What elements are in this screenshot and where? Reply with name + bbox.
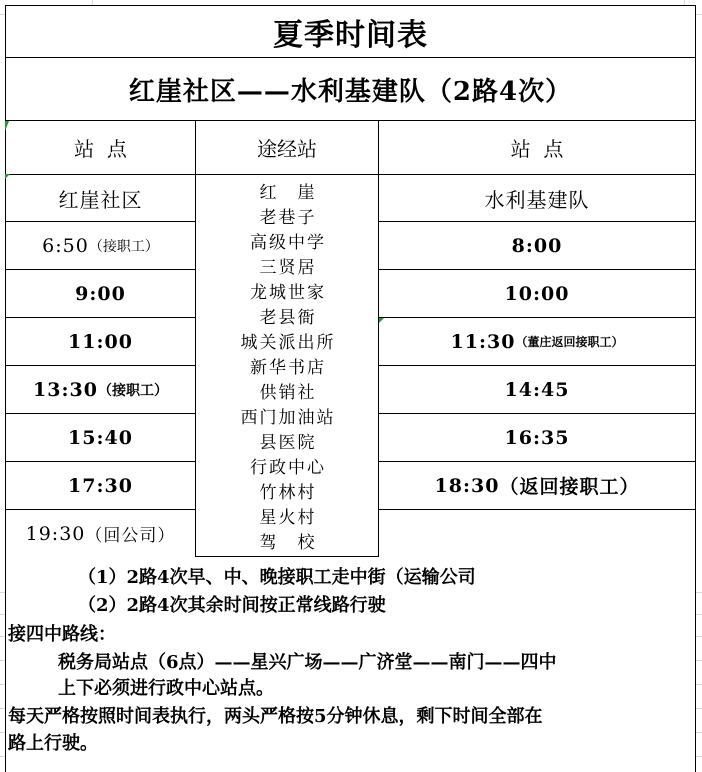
via-stop: 行政中心	[250, 458, 326, 478]
header-middle-cell[interactable]	[195, 120, 379, 175]
header-left: 站 点	[74, 137, 127, 161]
via-stop: 县医院	[259, 433, 317, 453]
via-stop: 老巷子	[259, 208, 317, 228]
note-line: 税务局站点（6点）——星兴广场——广济堂——南门——四中	[58, 652, 557, 673]
note-line: 上下必须进行政中心站点。	[58, 678, 274, 699]
left-time-row[interactable]	[5, 269, 196, 318]
note-line: 每天严格按照时间表执行，两头严格按5分钟休息，剩下时间全部在	[8, 706, 543, 727]
right-time-row[interactable]	[378, 221, 696, 270]
note-line: （1）2路4次早、中、晚接职工走中街（运输公司	[78, 567, 476, 588]
left-time-row[interactable]	[5, 509, 196, 558]
left-time-row[interactable]	[5, 221, 196, 270]
left-time-note: （接职工）	[97, 382, 168, 399]
right-station-cell[interactable]	[378, 174, 696, 222]
via-stop: 老县衙	[259, 308, 317, 328]
header-middle: 途经站	[257, 137, 317, 161]
via-stop: 红 崖	[259, 183, 317, 203]
via-stop: 竹林村	[259, 483, 317, 503]
via-stop: 城关派出所	[240, 333, 336, 353]
header-right-cell[interactable]	[378, 120, 696, 175]
right-time: 14:45	[504, 378, 570, 401]
via-stop: 供销社	[259, 383, 317, 403]
right-time-note: （董庄返回接职工）	[515, 335, 624, 349]
right-time-row[interactable]	[378, 365, 696, 414]
right-station: 水利基建队	[484, 187, 590, 212]
right-time-row[interactable]	[378, 461, 696, 510]
note-line: （2）2路4次其余时间按正常线路行驶	[78, 595, 386, 616]
note-line: 路上行驶。	[8, 733, 98, 754]
right-time-row-empty[interactable]	[378, 509, 696, 558]
via-stop: 西门加油站	[240, 408, 336, 428]
left-station-cell[interactable]	[5, 174, 196, 222]
right-time-note: （返回接职工）	[499, 476, 640, 498]
left-time: 11:00	[68, 330, 133, 353]
right-time-row[interactable]	[378, 317, 696, 366]
sheet-title-cell[interactable]	[5, 5, 696, 58]
left-time-row[interactable]	[5, 413, 196, 462]
left-time-note: （回公司）	[85, 526, 176, 546]
page-title: 夏季时间表	[273, 17, 428, 53]
notes-section[interactable]	[5, 557, 696, 772]
route-cell[interactable]	[5, 57, 696, 121]
left-time: 9:00	[75, 282, 126, 305]
left-time-row[interactable]	[5, 317, 196, 366]
route-title: 红崖社区——水利基建队（2路4次）	[128, 76, 573, 107]
right-time: 8:00	[511, 234, 563, 257]
header-right: 站 点	[510, 137, 564, 161]
right-time: 16:35	[504, 426, 570, 449]
left-time-note: （接职工）	[88, 238, 159, 255]
right-time: 10:00	[504, 282, 570, 305]
cell-indicator-icon	[5, 121, 9, 131]
via-stop: 高级中学	[250, 233, 326, 253]
via-stop: 驾 校	[259, 533, 317, 553]
left-time: 13:30	[33, 378, 98, 401]
right-time-row[interactable]	[378, 269, 696, 318]
via-stop: 三贤居	[259, 258, 317, 278]
right-time: 11:30	[450, 330, 516, 353]
header-left-cell[interactable]	[5, 120, 196, 175]
left-time-row[interactable]	[5, 461, 196, 510]
left-station: 红崖社区	[58, 187, 143, 212]
via-stop: 新华书店	[250, 358, 326, 378]
right-time-row[interactable]	[378, 413, 696, 462]
cell-indicator-icon	[5, 174, 10, 179]
via-stop: 龙城世家	[250, 283, 326, 303]
via-stops-cell[interactable]	[195, 174, 379, 557]
left-time-row[interactable]	[5, 365, 196, 414]
left-time: 17:30	[68, 474, 133, 497]
right-time: 18:30	[434, 474, 500, 497]
left-time: 19:30	[25, 522, 86, 545]
left-time: 15:40	[68, 426, 133, 449]
note-line: 接四中路线：	[8, 624, 116, 645]
left-time: 6:50	[42, 234, 89, 257]
via-stop: 星火村	[259, 508, 317, 528]
cell-indicator-icon	[379, 318, 384, 323]
